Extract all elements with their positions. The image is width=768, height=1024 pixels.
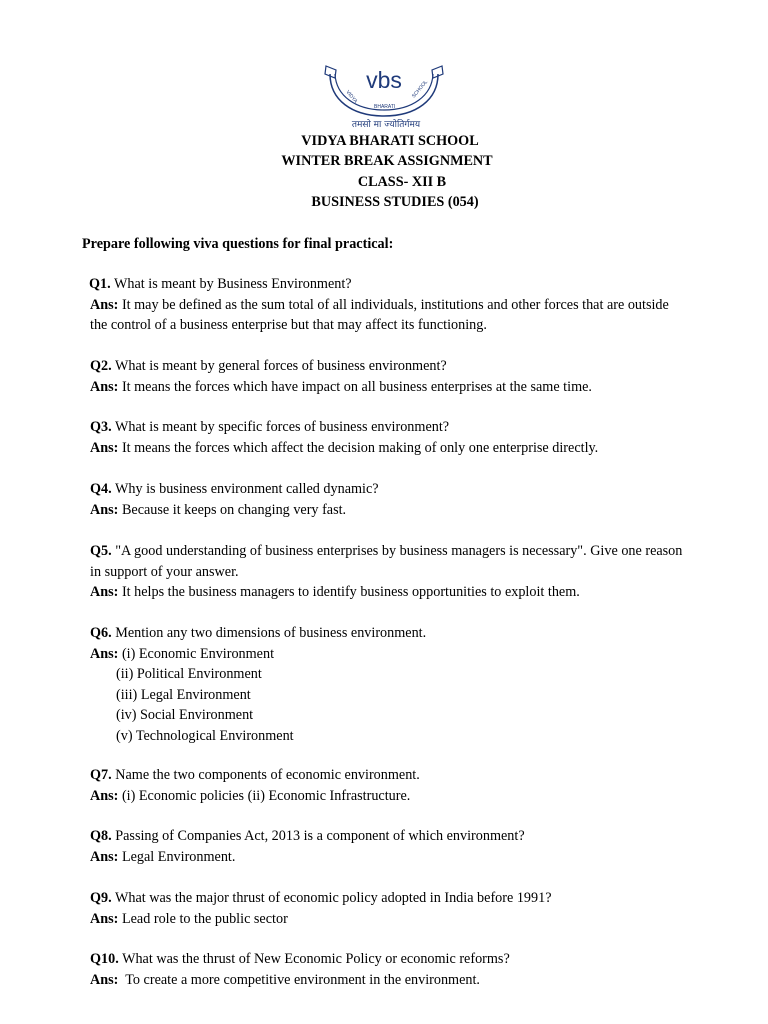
- subject-label: BUSINESS STUDIES (054): [311, 193, 479, 210]
- question-number: Q9.: [90, 890, 112, 906]
- question-1: [87, 274, 687, 295]
- school-logo-graphic: [322, 60, 446, 130]
- question-block-6: [90, 623, 690, 746]
- question-block-5: [90, 541, 690, 603]
- logo-ribbon-mid: BHARATI: [374, 104, 396, 110]
- answer-label: Ans:: [90, 501, 119, 518]
- logo-ribbon-right: SCHOOL: [410, 79, 430, 100]
- answer-6: [90, 644, 690, 665]
- question-text: What was the major thrust of economic policy adopted in India before 1991?: [111, 890, 552, 906]
- question-text: What is meant by Business Environment?: [110, 276, 352, 292]
- question-block-8: [90, 826, 690, 867]
- logo-word: vbs: [366, 67, 402, 93]
- answer-text: It helps the business managers to identify business opportunities to exploit them.: [118, 584, 580, 600]
- question-6: [90, 623, 690, 644]
- answer-8: [90, 847, 690, 868]
- question-block-7: [90, 765, 690, 806]
- answer-5: [90, 582, 690, 603]
- question-text: What was the thrust of New Economic Policy or economic reforms?: [118, 951, 510, 967]
- answer-text: To create a more competitive environment in the environment.: [118, 971, 480, 988]
- answer-text: (i) Economic Environment: [118, 645, 275, 662]
- question-number: Q3.: [90, 419, 112, 435]
- answer-4: [90, 500, 690, 521]
- question-2: [90, 356, 690, 377]
- answer-6-item: (iv) Social Environment: [116, 707, 254, 723]
- answer-10: [90, 970, 690, 991]
- answer-1: [87, 295, 687, 336]
- answer-9: [90, 909, 690, 930]
- question-8: [90, 826, 690, 847]
- answer-label: Ans:: [90, 645, 119, 662]
- answer-7: [90, 786, 690, 807]
- answer-text: Because it keeps on changing very fast.: [118, 501, 347, 518]
- class-label: CLASS- XII B: [357, 173, 447, 190]
- question-number: Q8.: [90, 828, 112, 844]
- school-name: VIDYA BHARATI SCHOOL: [301, 133, 479, 149]
- question-number: Q4.: [90, 481, 112, 497]
- answer-3: [90, 438, 690, 459]
- assignment-title: WINTER BREAK ASSIGNMENT: [281, 153, 493, 170]
- question-7: [90, 765, 690, 786]
- logo-motto: तमसो मा ज्योतिर्गमय: [351, 120, 421, 130]
- question-text: Name the two components of economic environment.: [111, 767, 420, 783]
- answer-6-item: (iii) Legal Environment: [116, 686, 251, 703]
- question-text: What is meant by general forces of business environment?: [111, 358, 447, 374]
- question-3: [90, 417, 690, 438]
- question-block-9: [90, 888, 690, 929]
- answer-label: Ans:: [90, 787, 119, 804]
- question-10: [90, 949, 690, 970]
- question-9: [90, 888, 690, 909]
- answer-text: It means the forces which have impact on all business enterprises at the same time.: [118, 378, 592, 395]
- answer-label: Ans:: [90, 584, 119, 600]
- school-logo: [322, 60, 446, 130]
- answer-6-item: (v) Technological Environment: [116, 727, 294, 744]
- answer-label: Ans:: [90, 296, 119, 313]
- answer-text: It means the forces which affect the decision making of only one enterprise directly.: [118, 439, 599, 456]
- question-text: "A good understanding of business enterprises by business managers is necessary". Give one reason in support of your answer.: [90, 543, 683, 580]
- question-block-3: [90, 417, 690, 458]
- answer-2: [90, 377, 690, 398]
- answer-label: Ans:: [90, 910, 119, 927]
- answer-label: Ans:: [90, 439, 119, 456]
- question-text: What is meant by specific forces of business environment?: [111, 419, 450, 435]
- question-number: Q1.: [89, 276, 111, 292]
- document-header: [0, 131, 768, 212]
- question-number: Q2.: [90, 358, 112, 374]
- answer-text: Legal Environment.: [118, 848, 236, 865]
- logo-ribbon-left: VIDYA: [344, 89, 359, 105]
- question-block-1: [87, 274, 687, 336]
- question-5: [90, 541, 690, 582]
- answer-text: (i) Economic policies (ii) Economic Infrastructure.: [118, 787, 411, 804]
- question-text: Why is business environment called dynamic?: [111, 481, 379, 497]
- question-number: Q5.: [90, 543, 112, 559]
- question-number: Q10.: [90, 951, 119, 967]
- answer-6-item: (ii) Political Environment: [116, 666, 262, 682]
- question-block-4: [90, 479, 690, 520]
- question-4: [90, 479, 690, 500]
- question-number: Q6.: [90, 625, 112, 641]
- instructions: Prepare following viva questions for final practical:: [82, 236, 394, 252]
- question-text: Mention any two dimensions of business environment.: [111, 625, 427, 641]
- question-block-2: [90, 356, 690, 397]
- answer-label: Ans:: [90, 971, 119, 988]
- answer-label: Ans:: [90, 848, 119, 865]
- question-number: Q7.: [90, 767, 112, 783]
- answer-text: It may be defined as the sum total of all individuals, institutions and other forces that are outside the control of a business enterprise but that may affect its functioning.: [90, 296, 669, 333]
- question-block-10: [90, 949, 690, 990]
- question-text: Passing of Companies Act, 2013 is a component of which environment?: [111, 828, 525, 844]
- answer-text: Lead role to the public sector: [118, 910, 288, 927]
- answer-label: Ans:: [90, 378, 119, 395]
